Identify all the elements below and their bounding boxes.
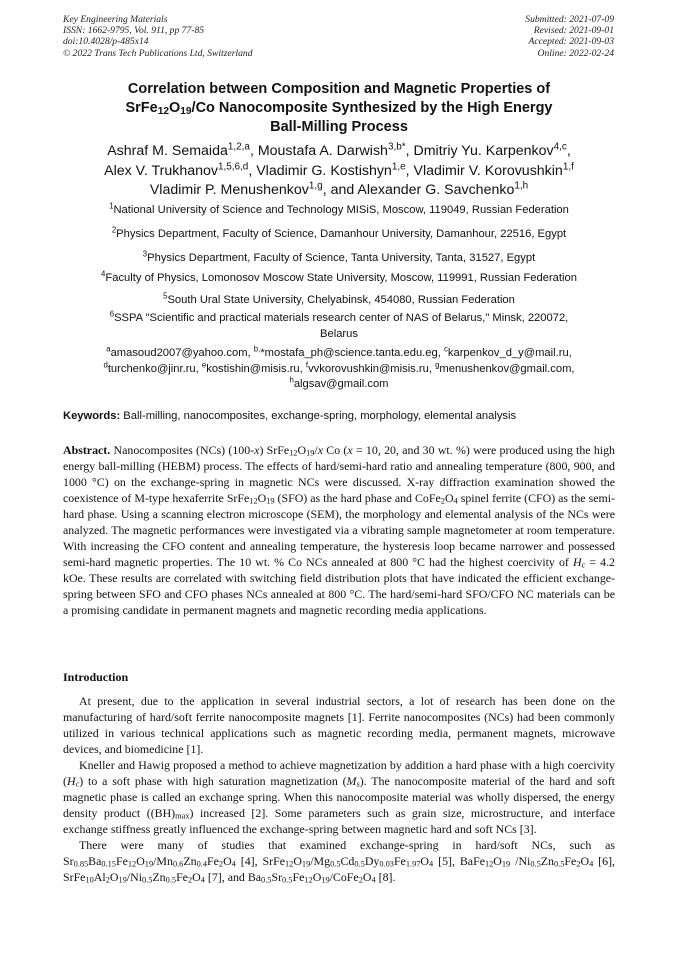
copyright-line: © 2022 Trans Tech Publications Ltd, Switzerland (63, 47, 253, 59)
affiliation-2: $^2$Physics Department, Faculty of Science, Damanhour University, Damanhour, 22516, Egypt (111, 225, 567, 240)
title-line-3: Ball-Milling Process (270, 119, 408, 135)
affiliation-6: $^6$SSPA "Scientific and practical materials research center of NAS of Belarus," Minsk, 220072, Belarus (109, 309, 569, 340)
abstract (63, 442, 615, 618)
intro-paragraph-1: At present, due to the application in several industrial sectors, a lot of research has been done on the manufacturing of hard/soft ferrite nanocomposite magnets [1]. Ferrite nanocomposites (NCs) had been commonly utilized in various technical applications such as magnetic recording media, permanent magnets, microwave devices, and biomedicine [1]. (63, 694, 615, 756)
journal-name: Key Engineering Materials (63, 14, 168, 25)
affiliation-5: $^5$South Ural State University, Chelyabinsk, 454080, Russian Federation (163, 291, 515, 306)
author-list: Ashraf M. Semaida$^{1,2,a}$, Moustafa A. Darwish$^{3,b*}$, Dmitriy Yu. Karpenkov$^{4,c}$, Alex V. Trukhanov$^{1,5,6,d}$, Vladimir G. Kostishyn$^{1,e}$, Vladimir V. Korovushkin$^{1,f}$ Vladimir P. Menushenkov$^{1,g}$, and Alexander G. Savchenko$^{1,h}$ (104, 141, 574, 198)
paper-title (63, 80, 615, 137)
intro-paragraph-2: Kneller and Hawig proposed a method to achieve magnetization by addition a hard phase with a high coercivity $(H_c)$ to a soft phase with high saturation magnetization $(M_s)$. The nanocomposite material of the hard and soft magnetic phase is called an exchange spring. When this nanocomposite material was wholly dispersed, the energy density product $((BH)_{max})$ increased [2]. Some parameters such as grain size, microstructure, and interface exchange stiffness greatly influenced the exchange-spring between magnetic hard and soft NCs [3]. (63, 758, 616, 836)
title-line-1: Correlation between Composition and Magnetic Properties of (127, 81, 551, 97)
submitted-date: Submitted: 2021-07-09 (525, 14, 614, 25)
revised-date: Revised: 2021-09-01 (533, 25, 614, 37)
introduction-body (63, 693, 615, 885)
keywords-text: Ball-milling, nanocomposites, exchange-spring, morphology, elemental analysis (120, 410, 517, 422)
abstract-label: Abstract. (63, 443, 111, 457)
keywords (63, 409, 615, 424)
keywords-label: Keywords: (63, 410, 121, 422)
affiliation-3: $^3$Physics Department, Faculty of Science, Tanta University, Tanta, 31527, Egypt (142, 249, 536, 264)
affiliation-1: $^1$National University of Science and Technology MISiS, Moscow, 119049, Russian Federation (109, 201, 569, 216)
intro-paragraph-3: There were many of studies that examined exchange-spring in hard/soft NCs, such as $Sr_{0.85}Ba_{0.15}Fe_{12}O_{19}/Mn_{0.6}Zn_{0.4}Fe_2O_4$ [4], $SrFe_{12}O_{19}/Mg_{0.5}Cd_{0.5}Dy_{0.03}Fe_{1.97}O_4$ [5], $BaFe_{12}O_{19}$ $/Ni_{0.5}Zn_{0.5}Fe_2O_4$ [6], $SrFe_{10}Al_2O_{19}/Ni_{0.5}Zn_{0.5}Fe_2O_4$ [7], and $Ba_{0.5}Sr_{0.5}Fe_{12}O_{19}/CoFe_2O_4$ [8]. (63, 838, 616, 885)
doi-line: doi:10.4028/p-485x14 (63, 36, 149, 48)
title-line-2: $SrFe_{12}O_{19}/Co$ Nanocomposite Synthesized by the High Energy (125, 100, 553, 118)
abstract-text: Nanocomposites (NCs) (100-x) $SrFe_{12}O_{19}/x$ Co (x = 10, 20, and 30 wt. %) were produced using the high energy ball-milling (HEBM) process. The effects of hard/semi-hard ratio and annealing temperature (800, 900, and 1000 °C) on the exchange-spring in magnetic NCs were discussed. X-ray diffraction examination showed the coexistence of M-type hexaferrite $SrFe_{12}O_{19}$ (SFO) as the hard phase and $CoFe_2O_4$ spinel ferrite (CFO) as the semi-hard phase. Using a scanning electron microscope (SEM), the morphology and elemental analysis of the NCs were analyzed. The magnetic performances were investigated via a vibrating sample magnetometer at room temperature. With increasing the CFO content and annealing temperature, the hysteresis loop became narrower and possessed semi-hard magnetic properties. The 10 wt. % Co NCs annealed at 800 °C had the highest coercivity of $H_c = 4.2$ kOe. These results are correlated with switching field distribution plots that have indicated the efficient exchange-spring between SFO and CFO phases NCs annealed at 800 °C. The hard/semi-hard SFO/CFO NC materials can be a promising candidate in permanent magnets and magnetic recording media applications. (63, 443, 616, 617)
publication-dates (525, 14, 614, 59)
introduction-heading: Introduction (63, 670, 129, 684)
author-emails: $^a$amasoud2007@yahoo.com, $^{b,}$*mostafa_ph@science.tanta.edu.eg, $^c$karpenkov_d_y@mail.ru, $^d$turchenko@jinr.ru, $^e$kostishin@misis.ru, $^f$vvkorovushkin@misis.ru, $^g$menushenkov@gmail.com, $^h$algsav@gmail.com (103, 344, 575, 390)
affiliation-4: $^4$Faculty of Physics, Lomonosov Moscow State University, Moscow, 119991, Russian Federation (101, 269, 577, 284)
accepted-date: Accepted: 2021-09-03 (528, 36, 614, 48)
journal-info (63, 14, 253, 59)
issn-line: ISSN: 1662-9795, Vol. 911, pp 77-85 (63, 25, 205, 37)
online-date: Online: 2022-02-24 (537, 47, 614, 59)
